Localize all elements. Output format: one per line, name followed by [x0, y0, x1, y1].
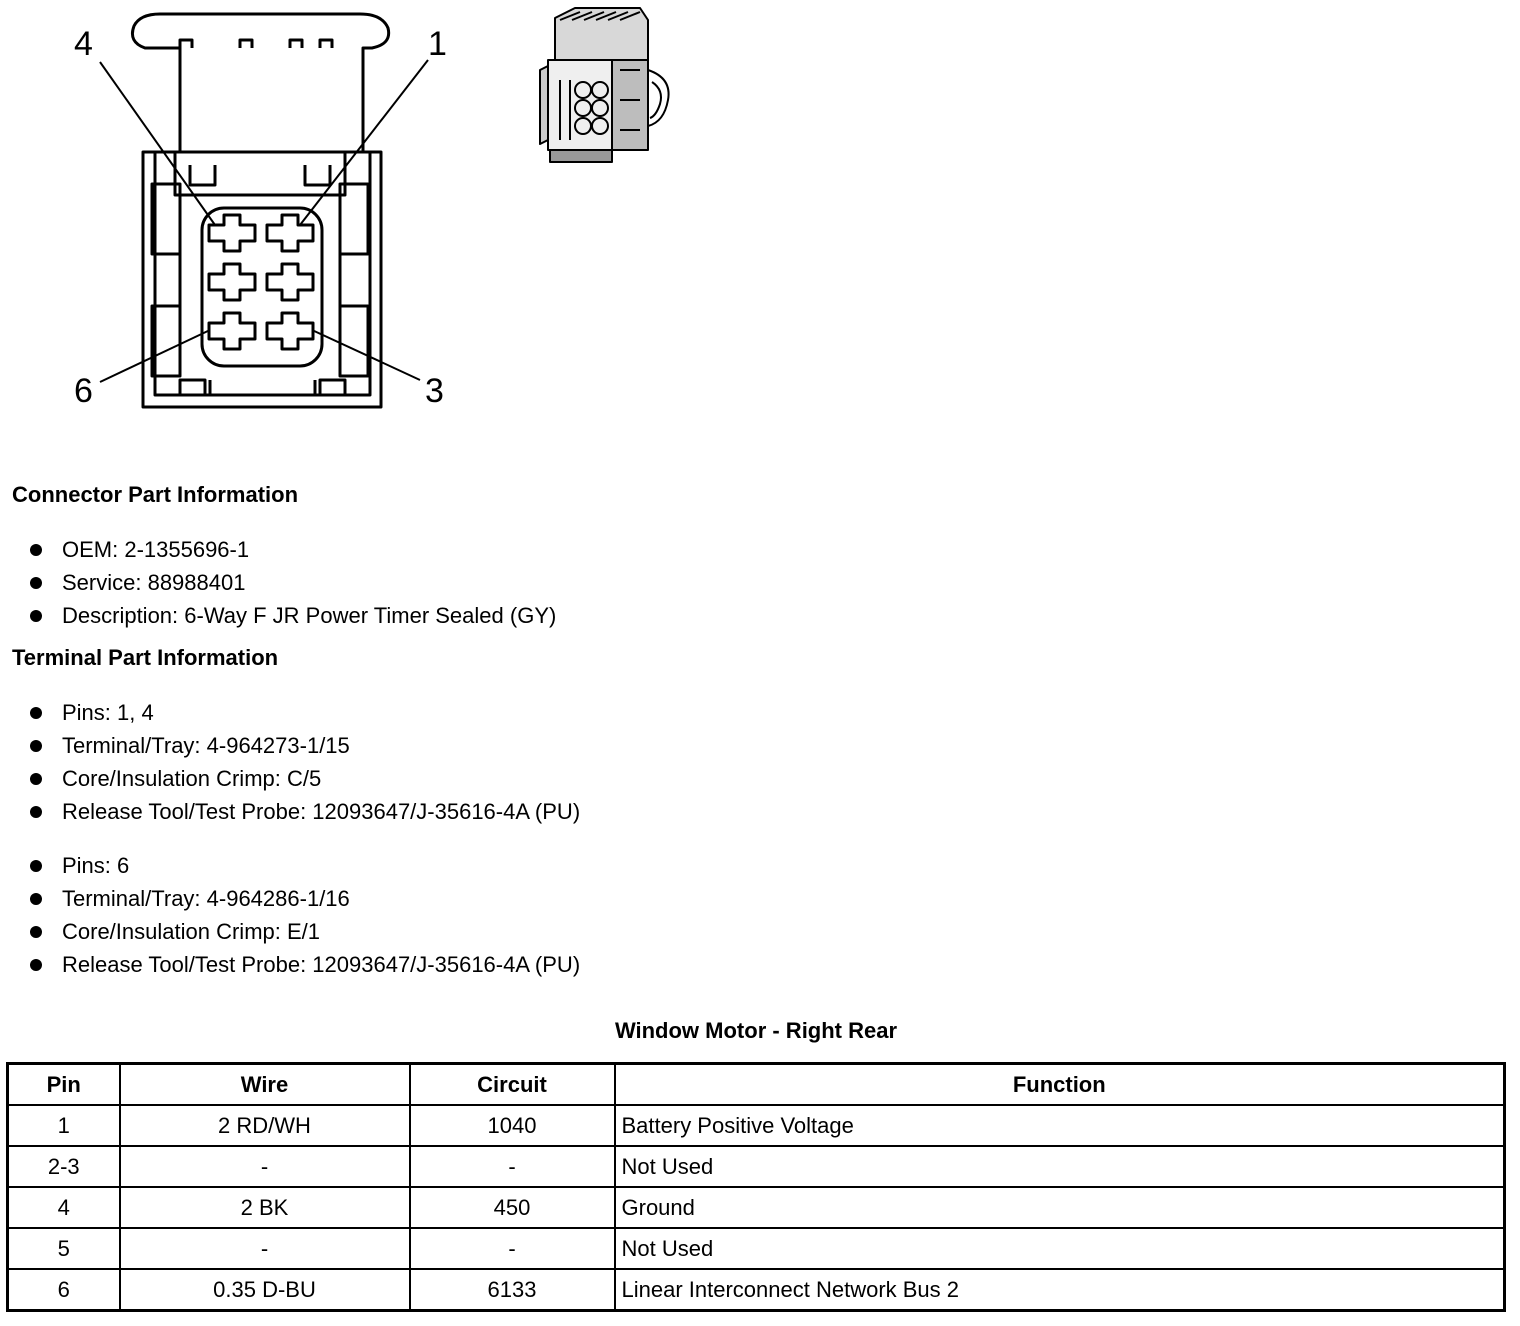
latch-cap	[132, 14, 388, 152]
table-title: Window Motor - Right Rear	[614, 1018, 898, 1043]
pinout-table	[6, 1062, 1506, 1312]
column-header-pin: Pin	[8, 1064, 120, 1106]
cell-pin: 1	[8, 1105, 120, 1146]
connector-diagram	[0, 0, 720, 440]
pin-label-3: 3	[425, 372, 444, 410]
cell-function: Battery Positive Voltage	[615, 1105, 1505, 1146]
cell-pin: 5	[8, 1228, 120, 1269]
table-header-row	[8, 1064, 1505, 1106]
cell-circuit: 1040	[410, 1105, 615, 1146]
cell-circuit: -	[410, 1228, 615, 1269]
table-row	[8, 1146, 1505, 1187]
terminal-info-list-1	[28, 696, 580, 828]
cell-circuit: 450	[410, 1187, 615, 1228]
list-item: OEM: 2-1355696-1	[28, 533, 556, 566]
terminal-cavities	[209, 215, 313, 349]
table-row	[8, 1105, 1505, 1146]
cell-wire: -	[120, 1146, 410, 1187]
terminal-info-heading: Terminal Part Information	[12, 645, 279, 670]
pin-leader-lines	[100, 60, 428, 382]
pin-label-4: 4	[74, 25, 93, 63]
list-item: Terminal/Tray: 4-964286-1/16	[28, 882, 580, 915]
list-item: Core/Insulation Crimp: E/1	[28, 915, 580, 948]
cell-circuit: -	[410, 1146, 615, 1187]
table-row	[8, 1187, 1505, 1228]
connector-3d-view	[540, 8, 669, 162]
cell-pin: 4	[8, 1187, 120, 1228]
list-item: Service: 88988401	[28, 566, 556, 599]
pin-label-1: 1	[428, 25, 447, 63]
cell-function: Not Used	[615, 1146, 1505, 1187]
cell-wire: 2 BK	[120, 1187, 410, 1228]
list-item: Pins: 1, 4	[28, 696, 580, 729]
list-item: Release Tool/Test Probe: 12093647/J-35616-4A (PU)	[28, 795, 580, 828]
table-row	[8, 1228, 1505, 1269]
cell-function: Ground	[615, 1187, 1505, 1228]
cell-function: Not Used	[615, 1228, 1505, 1269]
pin-label-6: 6	[74, 372, 93, 410]
terminal-info-list-2	[28, 849, 580, 981]
cell-wire: 0.35 D-BU	[120, 1269, 410, 1311]
list-item: Pins: 6	[28, 849, 580, 882]
list-item: Core/Insulation Crimp: C/5	[28, 762, 580, 795]
table-row	[8, 1269, 1505, 1311]
column-header-circuit: Circuit	[410, 1064, 615, 1106]
cell-pin: 2-3	[8, 1146, 120, 1187]
connector-info-list	[28, 533, 556, 632]
list-item: Release Tool/Test Probe: 12093647/J-35616-4A (PU)	[28, 948, 580, 981]
list-item: Terminal/Tray: 4-964273-1/15	[28, 729, 580, 762]
cell-wire: -	[120, 1228, 410, 1269]
cell-function: Linear Interconnect Network Bus 2	[615, 1269, 1505, 1311]
column-header-function: Function	[615, 1064, 1505, 1106]
connector-info-heading: Connector Part Information	[12, 482, 299, 507]
cell-wire: 2 RD/WH	[120, 1105, 410, 1146]
list-item: Description: 6-Way F JR Power Timer Sealed (GY)	[28, 599, 556, 632]
cell-circuit: 6133	[410, 1269, 615, 1311]
column-header-wire: Wire	[120, 1064, 410, 1106]
cell-pin: 6	[8, 1269, 120, 1311]
